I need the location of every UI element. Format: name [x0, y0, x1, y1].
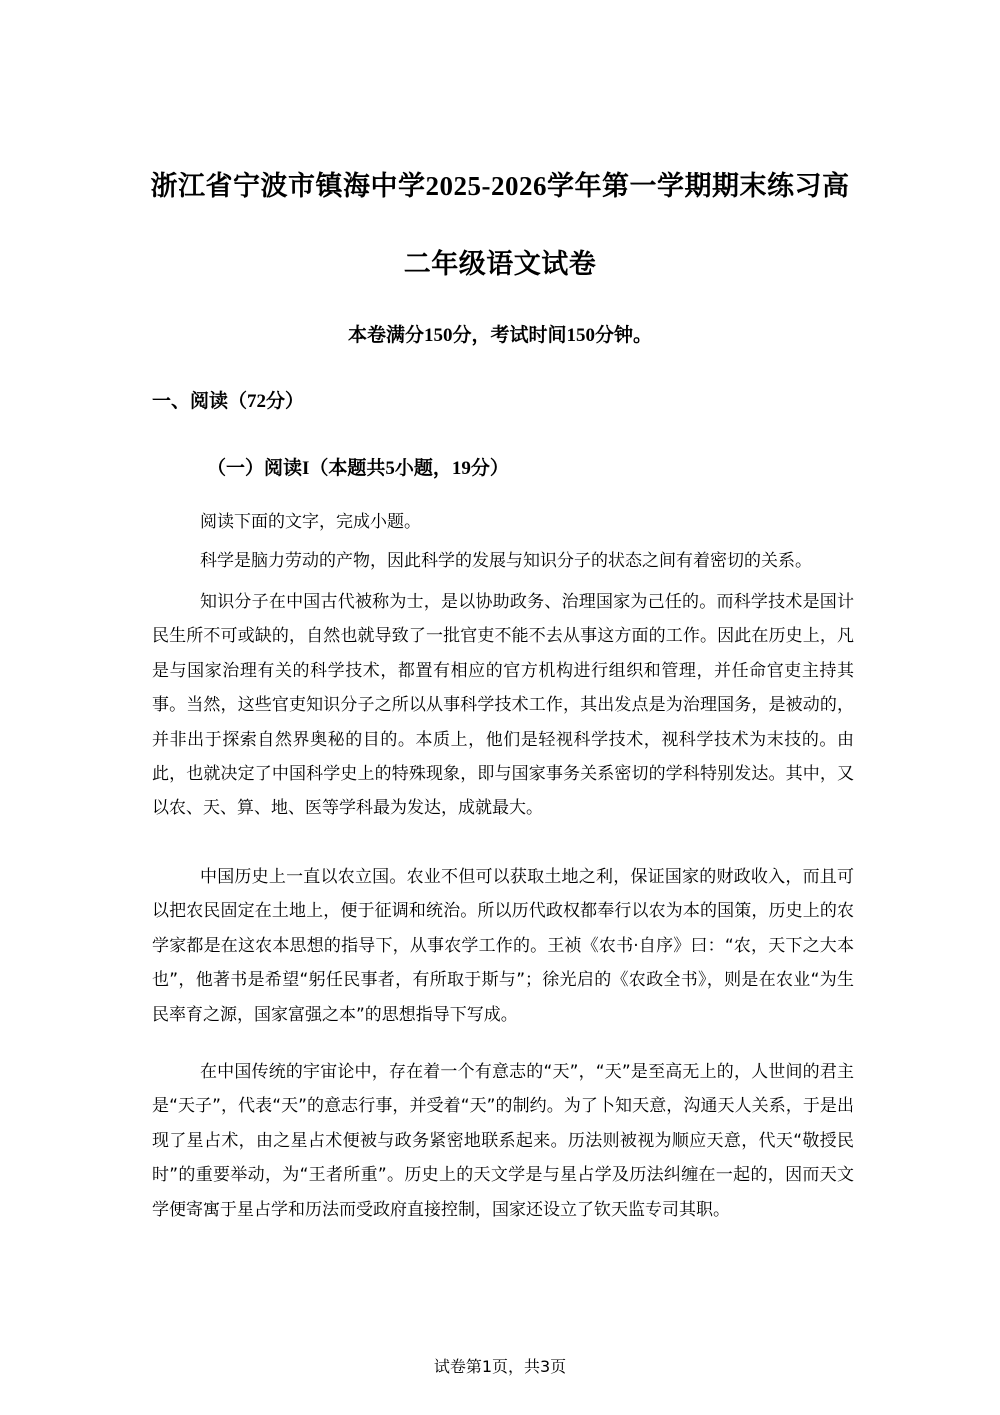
passage-paragraph-3	[152, 860, 854, 1032]
exam-subtitle: 本卷满分150分，考试时间150分钟。	[347, 325, 652, 346]
page-footer: 试卷第1页，共3页	[433, 1357, 567, 1376]
exam-title-line2: 二年级语文试卷	[403, 249, 597, 279]
section-heading: 一、阅读（72分）	[152, 391, 305, 412]
paragraph-text: 科学是脑力劳动的产物，因此科学的发展与知识分子的状态之间有着密切的关系。	[200, 551, 812, 571]
passage-paragraph-1	[152, 544, 854, 578]
instruction-text: 阅读下面的文字，完成小题。	[200, 512, 421, 532]
exam-title-line1: 浙江省宁波市镇海中学2025-2026学年第一学期期末练习高	[150, 171, 850, 201]
paragraph-text: 知识分子在中国古代被称为士，是以协助政务、治理国家为己任的。而科学技术是国计民生所不可或缺的，自然也就导致了一批官吏不能不去从事这方面的工作。因此在历史上，凡是与国家治理有关的科学技术，都置有相应的官方机构进行组织和管理，并任命官吏主持其事。当然，这些官吏知识分子之所以从事科学技术工作，其出发点是为治理国务，是被动的，并非出于探索自然界奥秘的目的。本质上，他们是轻视科学技术，视科学技术为末技的。由此，也就决定了中国科学史上的特殊现象，即与国家事务关系密切的学科特别发达。其中，又以农、天、算、地、医等学科最为发达，成就最大。	[152, 592, 854, 819]
passage-paragraph-2	[152, 585, 854, 826]
passage-paragraph-4	[152, 1055, 854, 1227]
paragraph-text: 中国历史上一直以农立国。农业不但可以获取土地之利，保证国家的财政收入，而且可以把农民固定在土地上，便于征调和统治。所以历代政权都奉行以农为本的国策，历史上的农学家都是在这农本思想的指导下，从事农学工作的。王祯《农书·自序》曰：“农，天下之大本也”，他著书是希望“躬任民事者，有所取于斯与”；徐光启的《农政全书》，则是在农业“为生民率育之源，国家富强之本”的思想指导下写成。	[152, 867, 854, 1025]
subsection-heading: （一）阅读I（本题共5小题，19分）	[207, 458, 509, 479]
reading-instruction	[152, 505, 854, 539]
paragraph-text: 在中国传统的宇宙论中，存在着一个有意志的“天”，“天”是至高无上的，人世间的君主是“天子”，代表“天”的意志行事，并受着“天”的制约。为了卜知天意，沟通天人关系，于是出现了星占术，由之星占术便被与政务紧密地联系起来。历法则被视为顺应天意，代天“敬授民时”的重要举动，为“王者所重”。历史上的天文学是与星占学及历法纠缠在一起的，因而天文学便寄寓于星占学和历法而受政府直接控制，国家还设立了钦天监专司其职。	[152, 1062, 854, 1220]
